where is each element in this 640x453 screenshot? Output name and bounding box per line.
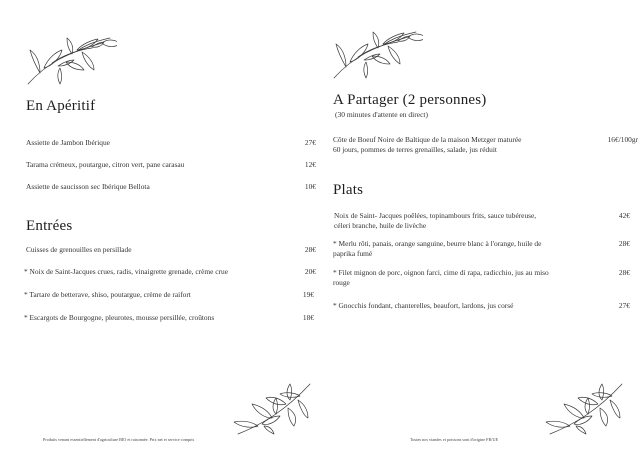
item-name: * Noix de Saint-Jacques crues, radis, vinaigrette grenade, crème crue	[24, 267, 228, 276]
leaf-branch-icon	[328, 12, 423, 82]
item-name: Assiette de saucisson sec Ibérique Bellota	[26, 182, 150, 191]
leaf-branch-icon	[22, 18, 117, 88]
item-price: 28€	[304, 245, 316, 254]
section-title-plats: Plats	[333, 182, 364, 198]
footer-note-left: Produits venant essentiellement d'agriculture BIO et raisonnée. Prix net et service compris	[43, 437, 195, 442]
menu-item	[334, 211, 630, 233]
item-name: Cuisses de grenouilles en persillade	[26, 245, 132, 254]
item-name-line1: * Filet mignon de porc, oignon farci, cime di rapa, radicchio, jus au miso	[333, 268, 549, 277]
menu-page-right	[320, 0, 640, 453]
item-price: 28€	[618, 239, 630, 248]
item-price: 18€	[302, 313, 314, 322]
item-price: 27€	[618, 301, 630, 310]
item-name: Assiette de Jambon Ibérique	[26, 138, 110, 147]
menu-item	[333, 135, 638, 157]
item-name-line1: Noix de Saint- Jacques poêlées, topinambours frits, sauce tubéreuse,	[334, 211, 537, 220]
leaf-branch-icon	[228, 378, 320, 438]
item-price: 16€/100gr	[607, 135, 638, 144]
item-price: 27€	[304, 138, 316, 147]
item-price: 42€	[618, 211, 630, 220]
section-subtitle-wait-time: (30 minutes d'attente en direct)	[335, 110, 428, 119]
item-name-line2: 60 jours, pommes de terres grenailles, salade, jus réduit	[333, 145, 497, 154]
item-name-line2: paprika fumé	[333, 249, 373, 258]
footer-note-right: Toutes nos viandes et poissons sont d'origine FR/UE	[410, 437, 499, 442]
item-price: 20€	[304, 267, 316, 276]
item-price: 19€	[302, 290, 314, 299]
item-name: * Escargots de Bourgogne, pleurotes, mousse persillée, croûtons	[24, 313, 215, 322]
item-name-line1: Côte de Boeuf Noire de Baltique de la maison Metzger maturée	[333, 135, 522, 144]
item-price: 12€	[304, 160, 316, 169]
section-title-entrees: Entrées	[26, 218, 73, 234]
menu-item	[333, 239, 630, 261]
leaf-branch-icon	[540, 378, 632, 438]
item-price: 10€	[304, 182, 316, 191]
item-name: * Tartare de betterave, shiso, poutargue, crème de raifort	[24, 290, 191, 299]
item-name-line2: céleri branche, huile de livèche	[334, 221, 427, 230]
item-name-line1: * Merlu rôti, panais, orange sanguine, beurre blanc à l'orange, huile de	[333, 239, 542, 248]
item-name: * Gnocchis fondant, chanterelles, beaufort, lardons, jus corsé	[333, 301, 514, 310]
section-title-partager: A Partager (2 personnes)	[333, 92, 487, 108]
item-name: Tarama crémeux, poutargue, citron vert, pane carasau	[26, 160, 185, 169]
item-price: 28€	[618, 268, 630, 277]
menu-item	[333, 268, 630, 290]
section-title-aperitif: En Apéritif	[26, 98, 96, 114]
item-name-line2: rouge	[333, 278, 350, 287]
